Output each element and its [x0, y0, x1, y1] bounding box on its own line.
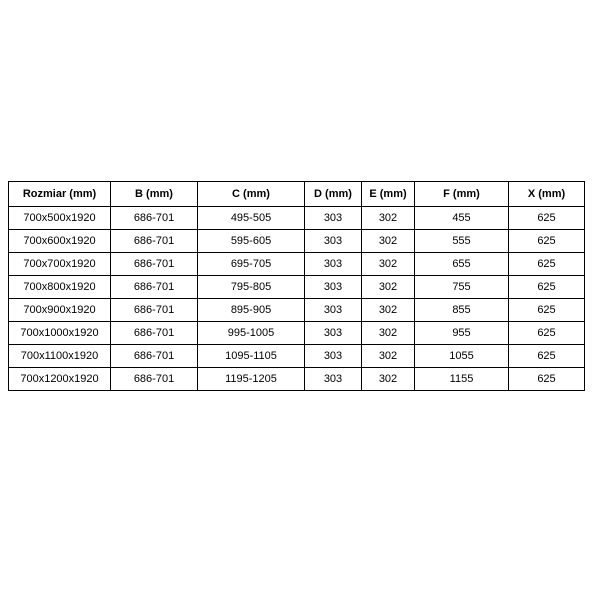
cell-f: 1055 — [415, 345, 509, 368]
header-e: E (mm) — [362, 182, 415, 207]
cell-rozmiar: 700x900x1920 — [9, 299, 111, 322]
cell-c: 995-1005 — [198, 322, 305, 345]
cell-b: 686-701 — [111, 322, 198, 345]
cell-b: 686-701 — [111, 345, 198, 368]
cell-f: 655 — [415, 253, 509, 276]
table-row — [9, 230, 585, 253]
dimensions-table — [8, 181, 585, 391]
cell-rozmiar: 700x700x1920 — [9, 253, 111, 276]
cell-c: 595-605 — [198, 230, 305, 253]
table-row — [9, 253, 585, 276]
cell-b: 686-701 — [111, 299, 198, 322]
cell-e: 302 — [362, 207, 415, 230]
header-b: B (mm) — [111, 182, 198, 207]
cell-f: 1155 — [415, 368, 509, 391]
table-row — [9, 207, 585, 230]
header-c: C (mm) — [198, 182, 305, 207]
cell-d: 303 — [305, 276, 362, 299]
cell-c: 1095-1105 — [198, 345, 305, 368]
cell-e: 302 — [362, 299, 415, 322]
cell-d: 303 — [305, 299, 362, 322]
cell-c: 795-805 — [198, 276, 305, 299]
cell-d: 303 — [305, 345, 362, 368]
cell-rozmiar: 700x800x1920 — [9, 276, 111, 299]
cell-d: 303 — [305, 230, 362, 253]
cell-b: 686-701 — [111, 276, 198, 299]
table-header-row — [9, 182, 585, 207]
cell-d: 303 — [305, 368, 362, 391]
cell-rozmiar: 700x600x1920 — [9, 230, 111, 253]
cell-f: 755 — [415, 276, 509, 299]
cell-c: 1195-1205 — [198, 368, 305, 391]
cell-d: 303 — [305, 207, 362, 230]
cell-b: 686-701 — [111, 230, 198, 253]
cell-d: 303 — [305, 322, 362, 345]
cell-x: 625 — [509, 322, 585, 345]
dimensions-table-container — [8, 181, 584, 391]
cell-x: 625 — [509, 207, 585, 230]
table-row — [9, 368, 585, 391]
table-row — [9, 276, 585, 299]
cell-f: 955 — [415, 322, 509, 345]
cell-x: 625 — [509, 368, 585, 391]
cell-x: 625 — [509, 230, 585, 253]
cell-e: 302 — [362, 253, 415, 276]
cell-x: 625 — [509, 276, 585, 299]
cell-f: 555 — [415, 230, 509, 253]
cell-x: 625 — [509, 253, 585, 276]
cell-rozmiar: 700x1000x1920 — [9, 322, 111, 345]
cell-x: 625 — [509, 299, 585, 322]
cell-e: 302 — [362, 322, 415, 345]
cell-e: 302 — [362, 276, 415, 299]
cell-b: 686-701 — [111, 368, 198, 391]
header-rozmiar: Rozmiar (mm) — [9, 182, 111, 207]
cell-d: 303 — [305, 253, 362, 276]
cell-e: 302 — [362, 230, 415, 253]
cell-c: 895-905 — [198, 299, 305, 322]
cell-b: 686-701 — [111, 253, 198, 276]
table-row — [9, 299, 585, 322]
cell-f: 855 — [415, 299, 509, 322]
cell-x: 625 — [509, 345, 585, 368]
header-x: X (mm) — [509, 182, 585, 207]
cell-rozmiar: 700x500x1920 — [9, 207, 111, 230]
cell-rozmiar: 700x1200x1920 — [9, 368, 111, 391]
cell-b: 686-701 — [111, 207, 198, 230]
header-d: D (mm) — [305, 182, 362, 207]
cell-e: 302 — [362, 345, 415, 368]
table-row — [9, 322, 585, 345]
cell-c: 495-505 — [198, 207, 305, 230]
header-f: F (mm) — [415, 182, 509, 207]
cell-f: 455 — [415, 207, 509, 230]
cell-c: 695-705 — [198, 253, 305, 276]
cell-e: 302 — [362, 368, 415, 391]
table-row — [9, 345, 585, 368]
cell-rozmiar: 700x1100x1920 — [9, 345, 111, 368]
